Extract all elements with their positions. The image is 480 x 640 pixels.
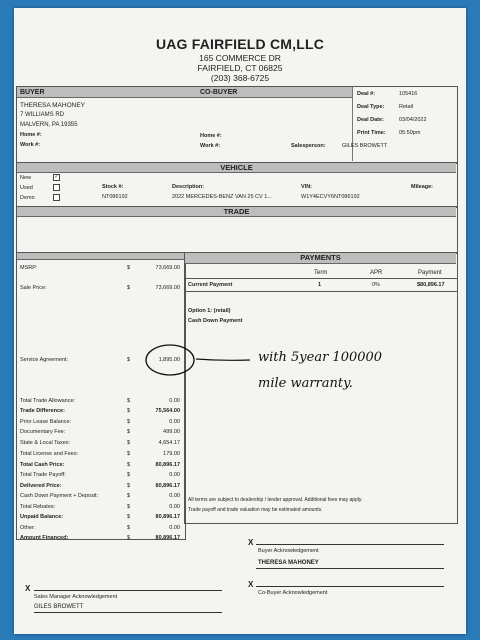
financial-value: 80,896.17 xyxy=(155,462,180,468)
manager-sign-line[interactable] xyxy=(34,590,222,591)
financial-value: 80,896.17 xyxy=(155,483,180,489)
financial-currency: $ xyxy=(127,514,131,520)
financial-label: Unpaid Balance: xyxy=(20,514,64,520)
payments-apr-header: APR xyxy=(370,270,383,276)
financial-label: Documentary Fee: xyxy=(20,429,66,435)
buyer-street: 7 WILLIAMS RD xyxy=(20,112,65,118)
dealer-city: FAIRFIELD, CT 06825 xyxy=(197,63,283,73)
payments-payment-header: Payment xyxy=(418,270,442,276)
financial-label: State & Local Taxes: xyxy=(20,440,71,446)
financial-label: Total Cash Price: xyxy=(20,462,65,468)
deal-type-value: Retail xyxy=(399,104,414,110)
financial-value: 0.00 xyxy=(169,525,180,531)
financial-currency: $ xyxy=(127,493,131,499)
financial-label: Sale Price: xyxy=(20,285,47,291)
vehicle-heading: VEHICLE xyxy=(17,163,456,173)
dealer-address: 165 COMMERCE DR xyxy=(199,53,281,63)
deal-date-label: Deal Date: xyxy=(357,117,384,123)
financial-value: 179.00 xyxy=(163,451,180,457)
financial-value: 80,896.17 xyxy=(155,514,180,520)
financial-currency: $ xyxy=(127,535,131,541)
buyer-sign-x: X xyxy=(248,538,254,547)
financial-currency: $ xyxy=(127,419,131,425)
option-label: Option 1: (retail) xyxy=(188,308,231,314)
current-payment-label: Current Payment xyxy=(188,282,233,288)
vin-label: VIN: xyxy=(301,184,312,190)
buyer-heading: BUYER xyxy=(20,89,45,96)
cobuyer-work-label: Work #: xyxy=(200,143,221,149)
financial-label: Total Trade Allowance: xyxy=(20,398,76,404)
cobuyer-ack-label: Co-Buyer Acknowledgement xyxy=(258,590,328,596)
contract-sheet xyxy=(14,8,466,634)
financial-label: Amount Financed: xyxy=(20,535,69,541)
current-payment-term: 1 xyxy=(318,282,322,288)
financial-value: 80,896.17 xyxy=(155,535,180,541)
buyer-work-label: Work #: xyxy=(20,142,41,148)
print-time-label: Print Time: xyxy=(357,130,386,136)
deal-date-value: 03/04/2022 xyxy=(399,117,427,123)
financial-currency: $ xyxy=(127,357,131,363)
financial-label: Trade Difference: xyxy=(20,408,65,414)
mileage-label: Mileage: xyxy=(411,184,434,190)
cobuyer-sign-x: X xyxy=(248,580,254,589)
financial-label: Prior Lease Balance: xyxy=(20,419,72,425)
terms-note-1: All terms are subject to dealership / lender approval. Additional fees may apply. xyxy=(188,497,363,503)
financial-label: Total Rebates: xyxy=(20,504,56,510)
financial-currency: $ xyxy=(127,265,131,271)
financial-value: 0.00 xyxy=(169,398,180,404)
financial-label: Other: xyxy=(20,525,36,531)
buyer-ack-label: Buyer Acknowledgement xyxy=(258,548,319,554)
financial-value: 499.00 xyxy=(163,429,180,435)
deal-number-label: Deal #: xyxy=(357,91,376,97)
financial-currency: $ xyxy=(127,483,131,489)
cobuyer-heading: CO-BUYER xyxy=(200,89,238,96)
stock-label: Stock #: xyxy=(102,184,124,190)
current-payment-apr: 0% xyxy=(372,282,380,288)
financial-currency: $ xyxy=(127,462,131,468)
buyer-city: MALVERN, PA 19355 xyxy=(20,122,78,128)
financial-value: 73,669.00 xyxy=(155,265,180,271)
vin-value: W1Y4ECVY6NT086192 xyxy=(301,194,360,200)
description-label: Description: xyxy=(172,184,205,190)
handwritten-note-line1: with 5year 100000 xyxy=(258,350,383,365)
payments-term-header: Term xyxy=(314,270,328,276)
cobuyer-home-label: Home #: xyxy=(200,133,222,139)
print-time-value: 05:50pm xyxy=(399,130,421,136)
new-checkbox[interactable]: ✓ xyxy=(54,174,59,180)
financial-currency: $ xyxy=(127,429,131,435)
financial-currency: $ xyxy=(127,472,131,478)
stock-value: NT086192 xyxy=(102,194,128,200)
financial-currency: $ xyxy=(127,408,131,414)
financial-value: 4,654.17 xyxy=(158,440,180,446)
financial-label: MSRP: xyxy=(20,265,38,271)
financial-label: Total Trade Payoff: xyxy=(20,472,66,478)
dealer-name: UAG FAIRFIELD CM,LLC xyxy=(155,36,325,52)
financial-currency: $ xyxy=(127,504,131,510)
manager-name: GILES BROWETT xyxy=(34,604,84,610)
buyer-ack-name: THERESA MAHONEY xyxy=(258,560,319,566)
dealer-phone: (203) 368-6725 xyxy=(210,73,270,83)
financial-label: Service Agreement: xyxy=(20,357,68,363)
financial-value: 1,895.00 xyxy=(158,357,180,363)
salesperson-value: GILES BROWETT xyxy=(342,143,388,149)
financial-label: Delivered Price: xyxy=(20,483,62,489)
salesperson-label: Salesperson: xyxy=(291,143,326,149)
deal-number-value: 105416 xyxy=(399,91,418,97)
financial-value: 0.00 xyxy=(169,472,180,478)
used-checkbox[interactable] xyxy=(53,184,60,191)
trade-heading: TRADE xyxy=(17,207,456,217)
financial-label: Total License and Fees: xyxy=(20,451,79,457)
vehicle-used-label: Used xyxy=(20,185,33,191)
manager-sign-x: X xyxy=(25,584,31,593)
buyer-home-label: Home #: xyxy=(20,132,42,138)
financial-currency: $ xyxy=(127,285,131,291)
description-value: 2022 MERCEDES-BENZ VAN 25 CV 1... xyxy=(172,194,272,200)
manager-ack-label: Sales Manager Acknowledgement xyxy=(34,594,118,600)
financial-value: 0.00 xyxy=(169,419,180,425)
financial-value: 73,669.00 xyxy=(155,285,180,291)
financial-currency: $ xyxy=(127,451,131,457)
terms-note-2: Trade payoff and trade valuation may be estimated amounts. xyxy=(188,507,323,513)
demo-checkbox[interactable] xyxy=(53,194,60,201)
vehicle-new-label: New xyxy=(20,175,32,181)
buyer-bar xyxy=(17,87,352,98)
financial-value: 75,564.00 xyxy=(155,408,180,414)
financial-value: 0.00 xyxy=(169,504,180,510)
financial-currency: $ xyxy=(127,440,131,446)
current-payment-amount: $80,896.17 xyxy=(417,282,445,288)
payments-heading: PAYMENTS xyxy=(185,253,456,264)
financial-currency: $ xyxy=(127,398,131,404)
deal-type-label: Deal Type: xyxy=(357,104,385,110)
buyer-sign-line[interactable] xyxy=(256,544,444,545)
handwritten-note-line2: mile warranty. xyxy=(258,376,353,391)
option-type: Cash Down Payment xyxy=(188,318,243,324)
financial-currency: $ xyxy=(127,525,131,531)
vehicle-demo-label: Demo xyxy=(20,195,35,201)
buyer-name: THERESA MAHONEY xyxy=(20,102,86,109)
financial-label: Cash Down Payment + Deposit: xyxy=(20,493,99,499)
cobuyer-sign-line[interactable] xyxy=(256,586,444,587)
financial-value: 0.00 xyxy=(169,493,180,499)
